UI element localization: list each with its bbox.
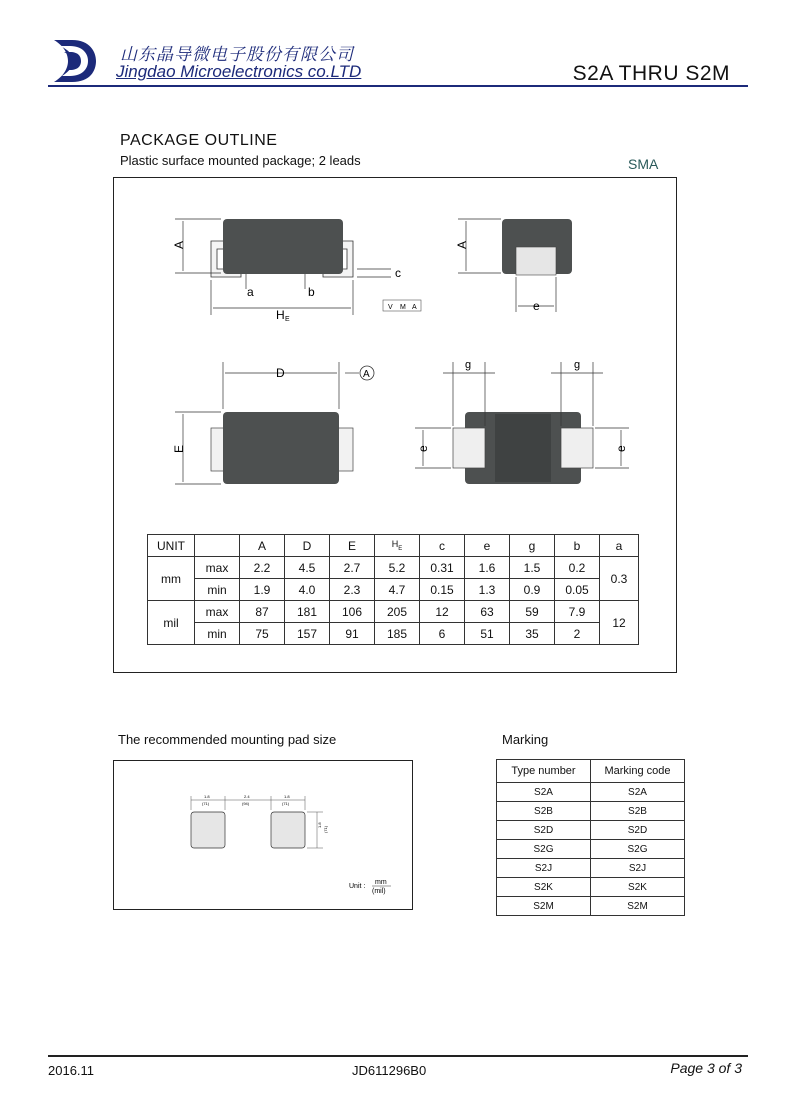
value-cell: 106 bbox=[330, 601, 375, 623]
limit-cell: max bbox=[195, 557, 240, 579]
pad-dim-right-mil: (71) bbox=[282, 801, 290, 806]
table-header-cell: c bbox=[420, 535, 465, 557]
value-cell: 75 bbox=[240, 623, 285, 645]
unit-mm: mm bbox=[375, 879, 387, 886]
marking-col-type: Type number bbox=[497, 760, 591, 783]
table-row bbox=[497, 859, 685, 878]
value-cell: 1.3 bbox=[465, 579, 510, 601]
value-cell: 2 bbox=[555, 623, 600, 645]
table-row bbox=[497, 897, 685, 916]
label-HE: H bbox=[276, 308, 285, 322]
value-cell: 12 bbox=[420, 601, 465, 623]
package-outline-drawing bbox=[113, 177, 677, 527]
table-header-row bbox=[148, 535, 639, 557]
code-cell: S2K bbox=[591, 878, 685, 897]
type-cell: S2A bbox=[497, 783, 591, 802]
value-cell: 157 bbox=[285, 623, 330, 645]
marking-table bbox=[496, 759, 685, 916]
table-row bbox=[497, 840, 685, 859]
footer-divider bbox=[48, 1055, 748, 1057]
pad-dim-mid-mil: (94) bbox=[242, 801, 250, 806]
label-e-right: e bbox=[614, 445, 628, 452]
pad-title: The recommended mounting pad size bbox=[118, 732, 337, 747]
type-cell: S2B bbox=[497, 802, 591, 821]
table-header-cell bbox=[195, 535, 240, 557]
code-cell: S2D bbox=[591, 821, 685, 840]
pad-dim-mid: 2.4 bbox=[244, 794, 250, 799]
label-A-side: A bbox=[172, 240, 186, 249]
limit-cell: max bbox=[195, 601, 240, 623]
value-cell: 87 bbox=[240, 601, 285, 623]
value-cell: 63 bbox=[465, 601, 510, 623]
table-row bbox=[148, 579, 639, 601]
table-row bbox=[497, 783, 685, 802]
value-cell: 181 bbox=[285, 601, 330, 623]
value-cell: 205 bbox=[375, 601, 420, 623]
marking-title: Marking bbox=[502, 732, 549, 747]
code-cell: S2A bbox=[591, 783, 685, 802]
value-cell: 7.9 bbox=[555, 601, 600, 623]
table-row bbox=[148, 601, 639, 623]
footer-page-number: Page 3 of 3 bbox=[670, 1060, 742, 1076]
section-subtitle: Plastic surface mounted package; 2 leads bbox=[120, 153, 361, 168]
label-g-left: g bbox=[465, 359, 472, 371]
code-cell: S2J bbox=[591, 859, 685, 878]
table-header-cell bbox=[375, 535, 420, 557]
label-c: c bbox=[395, 266, 401, 280]
table-row bbox=[148, 557, 639, 579]
value-cell: 0.9 bbox=[510, 579, 555, 601]
code-cell: S2B bbox=[591, 802, 685, 821]
limit-cell: min bbox=[195, 579, 240, 601]
pad-dim-side: 1.8 bbox=[317, 822, 322, 828]
pad-dim-right: 1.8 bbox=[284, 794, 290, 799]
header-divider bbox=[48, 85, 748, 87]
label-e-left: e bbox=[416, 445, 430, 452]
label-e-end: e bbox=[533, 299, 540, 313]
value-cell: 0.05 bbox=[555, 579, 600, 601]
tol-label-a: A bbox=[412, 304, 417, 311]
value-cell: 185 bbox=[375, 623, 420, 645]
value-cell: 12 bbox=[600, 601, 639, 645]
table-row bbox=[148, 623, 639, 645]
table-header-cell: e bbox=[465, 535, 510, 557]
value-cell: 51 bbox=[465, 623, 510, 645]
table-row bbox=[497, 878, 685, 897]
tol-label-m: M bbox=[400, 304, 406, 311]
unit-mil: (mil) bbox=[372, 888, 386, 895]
value-cell: 2.7 bbox=[330, 557, 375, 579]
value-cell: 2.2 bbox=[240, 557, 285, 579]
label-g-right: g bbox=[574, 359, 581, 371]
unit-cell: mm bbox=[148, 557, 195, 601]
section-title: PACKAGE OUTLINE bbox=[120, 132, 278, 149]
marking-header-row bbox=[497, 760, 685, 783]
label-b: b bbox=[308, 285, 315, 299]
label-A-end: A bbox=[455, 240, 469, 249]
value-cell: 0.3 bbox=[600, 557, 639, 601]
label-E: E bbox=[172, 444, 186, 453]
label-a: a bbox=[247, 285, 254, 299]
package-name: SMA bbox=[628, 156, 659, 172]
footer-date: 2016.11 bbox=[48, 1063, 95, 1078]
type-cell: S2M bbox=[497, 897, 591, 916]
pad-dim-left: 1.8 bbox=[204, 794, 210, 799]
he-text: $H_E$ bbox=[391, 539, 403, 552]
value-cell: 4.5 bbox=[285, 557, 330, 579]
table-header-cell: b bbox=[555, 535, 600, 557]
type-cell: S2J bbox=[497, 859, 591, 878]
company-name-chinese: 山东晶导微电子股份有限公司 bbox=[120, 45, 354, 64]
part-range-title: S2A THRU S2M bbox=[572, 62, 730, 85]
footer-doc-code: JD611296B0 bbox=[352, 1063, 427, 1078]
table-header-cell: a bbox=[600, 535, 639, 557]
value-cell: 0.2 bbox=[555, 557, 600, 579]
type-cell: S2D bbox=[497, 821, 591, 840]
value-cell: 59 bbox=[510, 601, 555, 623]
type-cell: S2K bbox=[497, 878, 591, 897]
table-header-cell: UNIT bbox=[148, 535, 195, 557]
value-cell: 0.15 bbox=[420, 579, 465, 601]
type-cell: S2G bbox=[497, 840, 591, 859]
value-cell: 5.2 bbox=[375, 557, 420, 579]
label-datum: A bbox=[363, 369, 370, 380]
company-name-english: Jingdao Microelectronics co.LTD bbox=[116, 62, 362, 81]
tol-label-v: V bbox=[388, 304, 393, 311]
code-cell: S2M bbox=[591, 897, 685, 916]
pad-drawing bbox=[113, 760, 413, 910]
value-cell: 6 bbox=[420, 623, 465, 645]
label-D: D bbox=[276, 366, 285, 380]
pad-dim-side-mil: (71) bbox=[323, 825, 328, 833]
dimension-table bbox=[147, 534, 639, 645]
table-header-cell: g bbox=[510, 535, 555, 557]
value-cell: 1.9 bbox=[240, 579, 285, 601]
value-cell: 91 bbox=[330, 623, 375, 645]
unit-cell: mil bbox=[148, 601, 195, 645]
value-cell: 35 bbox=[510, 623, 555, 645]
company-logo bbox=[50, 38, 98, 84]
table-header-cell: E bbox=[330, 535, 375, 557]
label-HE-sub: E bbox=[285, 316, 290, 323]
table-header-cell: D bbox=[285, 535, 330, 557]
value-cell: 4.0 bbox=[285, 579, 330, 601]
code-cell: S2G bbox=[591, 840, 685, 859]
table-row bbox=[497, 802, 685, 821]
table-row bbox=[497, 821, 685, 840]
limit-cell: min bbox=[195, 623, 240, 645]
value-cell: 0.31 bbox=[420, 557, 465, 579]
pad-dim-left-mil: (71) bbox=[202, 801, 210, 806]
value-cell: 4.7 bbox=[375, 579, 420, 601]
table-header-cell: A bbox=[240, 535, 285, 557]
marking-col-code: Marking code bbox=[591, 760, 685, 783]
value-cell: 2.3 bbox=[330, 579, 375, 601]
value-cell: 1.6 bbox=[465, 557, 510, 579]
unit-label: Unit : bbox=[349, 883, 366, 890]
value-cell: 1.5 bbox=[510, 557, 555, 579]
